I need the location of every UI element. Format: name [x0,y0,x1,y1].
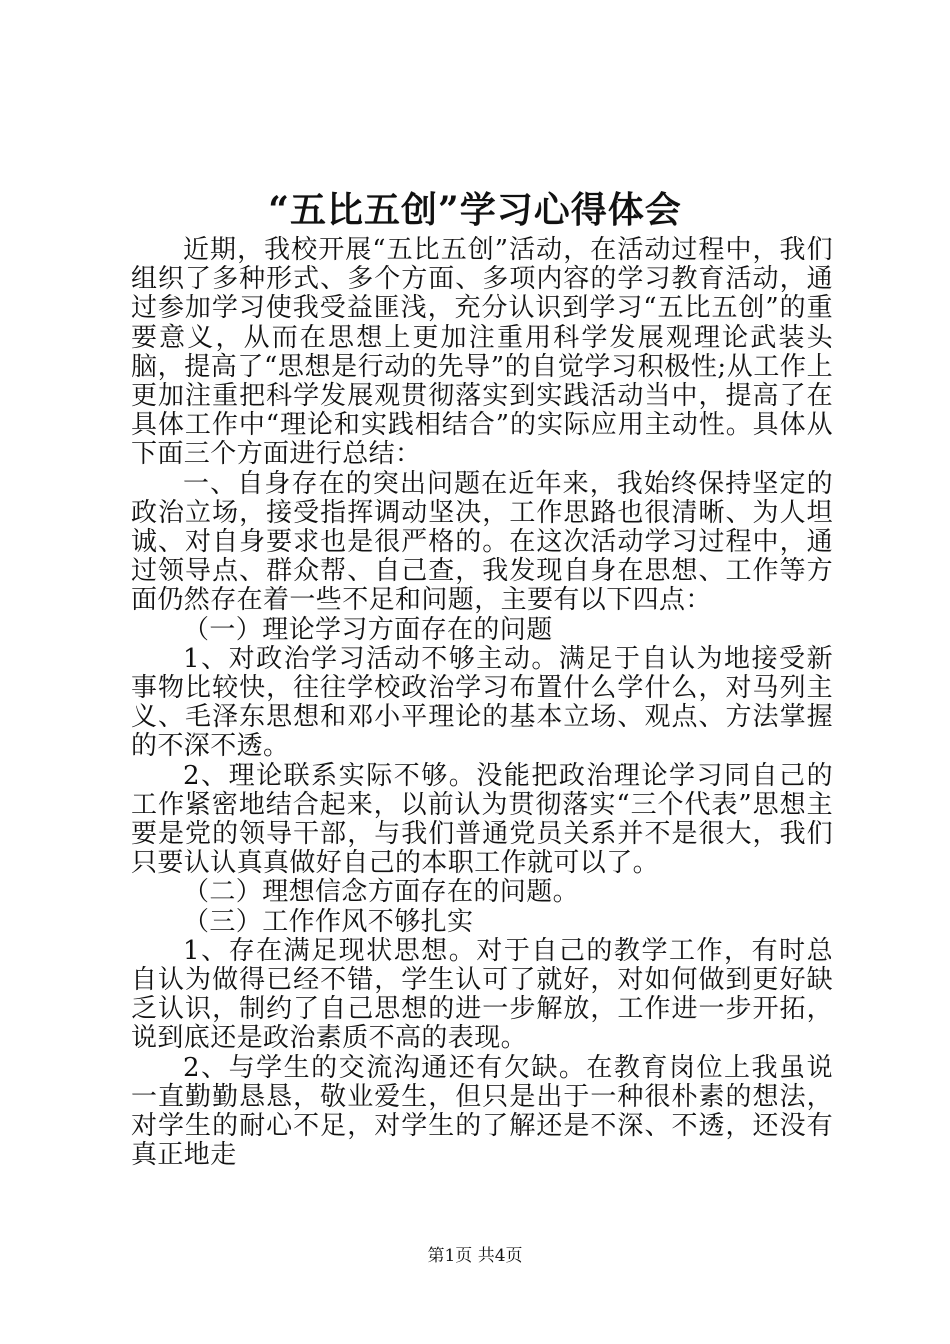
paragraph-point-1: 1、对政治学习活动不够主动。满足于自认为地接受新事物比较快，往往学校政治学习布置什么学什么，对马列主义、毛泽东思想和邓小平理论的基本立场、观点、方法掌握的不深不透。 [131,643,833,762]
paragraph-work-point-2: 2、与学生的交流沟通还有欠缺。在教育岗位上我虽说一直勤勤恳恳，敬业爱生，但只是出于一种很朴素的想法，对学生的耐心不足，对学生的了解还是不深、不透，还没有真正地走 [131,1052,833,1171]
subheading-work-style: （三）工作作风不够扎实 [183,906,474,937]
paragraph-point-2: 2、理论联系实际不够。没能把政治理论学习同自己的工作紧密地结合起来，以前认为贯彻落实“三个代表”思想主要是党的领导干部，与我们普通党员关系并不是很大，我们只要认认真真做好自己的本职工作就可以了。 [131,760,833,879]
page-number-footer: 第1页 共4页 [427,1246,523,1266]
document-title: “五比五创”学习心得体会 [268,189,682,231]
subheading-ideals: （二）理想信念方面存在的问题。 [183,877,580,908]
document-body [131,236,833,1171]
paragraph-work-point-1: 1、存在满足现状思想。对于自己的教学工作，有时总自认为做得已经不错，学生认可了就好，对如何做到更好缺乏认识，制约了自己思想的进一步解放，工作进一步开拓，说到底还是政治素质不高的表现。 [131,935,833,1054]
paragraph-section-1: 一、自身存在的突出问题在近年来，我始终保持坚定的政治立场，接受指挥调动坚决，工作思路也很清晰、为人坦诚、对自身要求也是很严格的。在这次活动学习过程中，通过领导点、群众帮、自己查，我发现自身在思想、工作等方面仍然存在着一些不足和问题，主要有以下四点： [131,468,833,616]
subheading-theory-study: （一）理论学习方面存在的问题 [183,614,553,645]
paragraph-intro: 近期，我校开展“五比五创”活动，在活动过程中，我们组织了多种形式、多个方面、多项内容的学习教育活动，通过参加学习使我受益匪浅，充分认识到学习“五比五创”的重要意义，从而在思想上更加注重用科学发展观理论武装头脑，提高了“思想是行动的先导”的自觉学习积极性;从工作上更加注重把科学发展观贯彻落实到实践活动当中，提高了在具体工作中“理论和实践相结合”的实际应用主动性。具体从下面三个方面进行总结： [131,235,833,470]
